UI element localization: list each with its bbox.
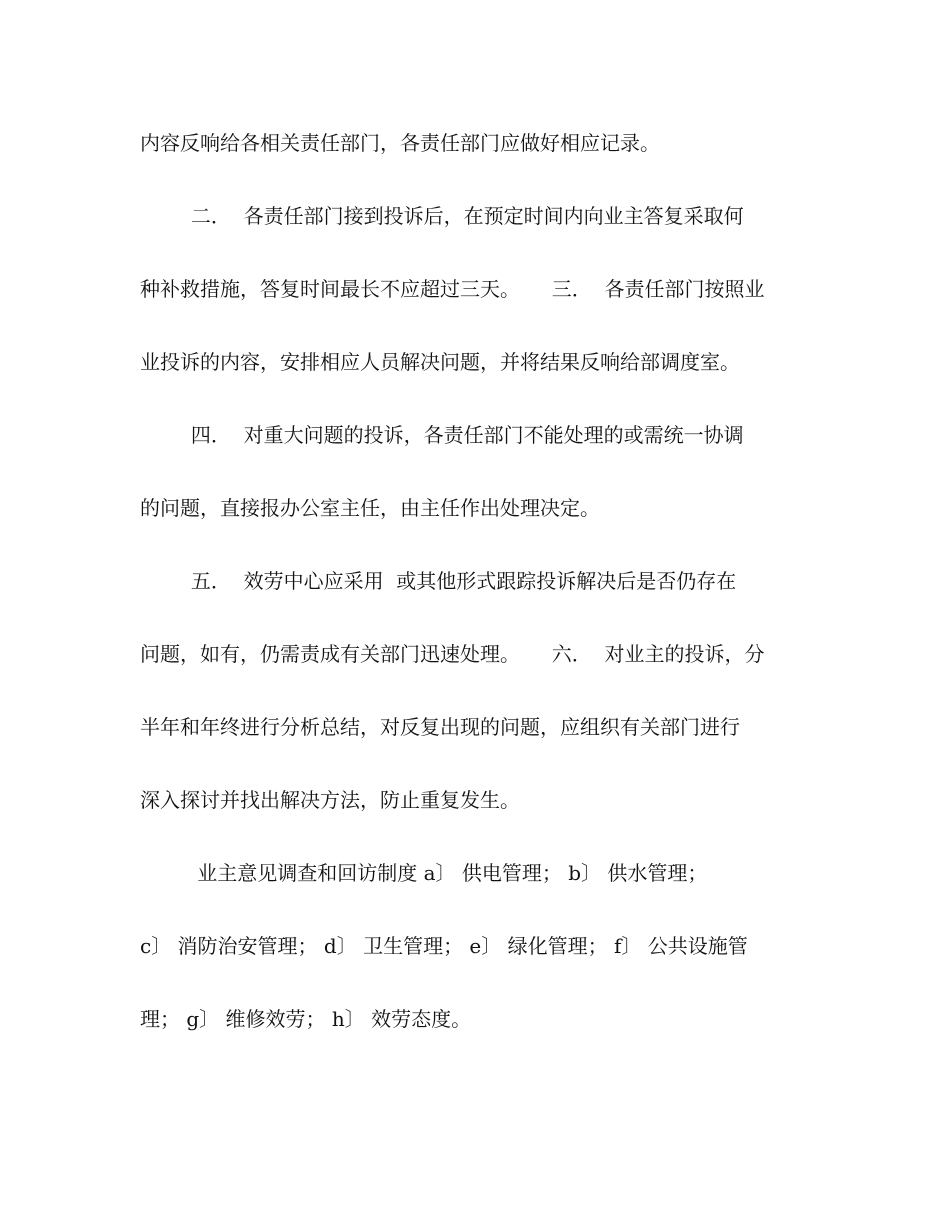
text-line-10: 深入探讨并找出解决方法，防止重复发生。	[140, 788, 520, 812]
text-line-2: 二． 各责任部门接到投诉后，在预定时间内向业主答复采取何	[140, 204, 744, 228]
text-line-3: 种补救措施，答复时间最长不应超过三天。 三． 各责任部门按照业	[140, 277, 765, 301]
text-line-12: c〕 消防治安管理； d〕 卫生管理； e〕 绿化管理； f〕 公共设施管	[140, 934, 748, 958]
text-line-11: 业主意见调查和回访制度 a〕 供电管理； b〕 供水管理；	[140, 861, 708, 885]
text-line-6: 的问题，直接报办公室主任，由主任作出处理决定。	[140, 496, 600, 520]
text-line-1: 内容反响给各相关责任部门，各责任部门应做好相应记录。	[140, 131, 660, 155]
text-line-9: 半年和年终进行分析总结，对反复出现的问题，应组织有关部门进行	[140, 715, 740, 739]
text-line-5: 四． 对重大问题的投诉，各责任部门不能处理的或需统一协调	[140, 423, 744, 447]
text-line-13: 理； g〕 维修效劳； h〕 效劳态度。	[140, 1007, 472, 1031]
text-line-7: 五． 效劳中心应采用 或其他形式跟踪投诉解决后是否仍存在	[140, 569, 737, 593]
text-line-4: 业投诉的内容，安排相应人员解决问题，并将结果反响给部调度室。	[140, 350, 740, 374]
text-line-8: 问题，如有，仍需责成有关部门迅速处理。 六． 对业主的投诉，分	[140, 642, 765, 666]
